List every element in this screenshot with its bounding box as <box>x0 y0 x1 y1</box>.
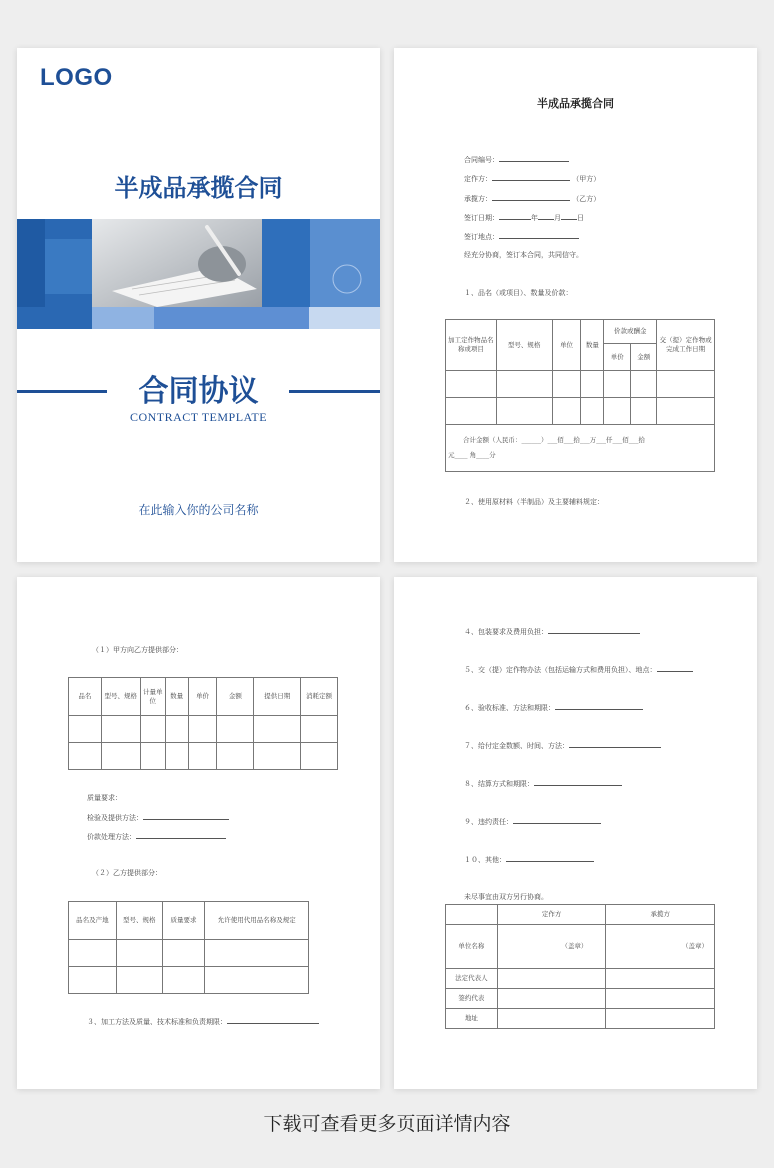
col-item-name: 加工定作物品名称或项目 <box>446 320 497 371</box>
price-method-label: 价款处理方法： <box>87 833 136 841</box>
col-qty: 数量 <box>165 678 188 716</box>
col-delivery-date: 交（提）定作物或完成工作日期 <box>657 320 715 371</box>
item-9-line <box>464 816 601 827</box>
party-b-supply-table <box>68 901 309 994</box>
contract-number-line <box>464 154 569 165</box>
item-8-line <box>464 778 622 789</box>
goods-price-table <box>445 319 715 472</box>
table-row <box>446 398 715 425</box>
total-line-2: 元____ 角____分 <box>448 451 496 459</box>
row-unit-name: 单位名称 <box>446 925 498 969</box>
col-price-group: 价款或酬金 <box>604 320 657 344</box>
table-row <box>69 743 338 770</box>
item-6-line <box>464 702 643 713</box>
col-party-b: 承揽方 <box>606 905 715 925</box>
col-name: 品名 <box>69 678 102 716</box>
cover-page <box>17 48 380 562</box>
table-row <box>69 716 338 743</box>
col-unit-price: 单价 <box>188 678 217 716</box>
col-amount: 金额 <box>631 344 657 371</box>
inspection-line <box>87 812 229 823</box>
col-supply-date: 提供日期 <box>254 678 301 716</box>
contract-title: 合同协议 <box>138 374 259 409</box>
contract-page-2 <box>17 577 380 1089</box>
contract-page-1 <box>394 48 757 562</box>
month-label: 月 <box>554 214 561 222</box>
document-title: 半成品承揽合同 <box>537 97 614 110</box>
party-a-supply-table <box>68 677 338 770</box>
cover-image-band <box>17 219 380 329</box>
col-name-origin: 品名及产地 <box>69 902 117 940</box>
party-a-tag: （甲方） <box>572 175 601 183</box>
col-amount: 金额 <box>217 678 254 716</box>
item-7-line <box>464 740 661 751</box>
col-model: 型号、规格 <box>116 902 162 940</box>
table-row <box>69 967 309 994</box>
seal-party-a: （盖章） <box>497 925 606 969</box>
party-a-label: 定作方： <box>464 175 492 183</box>
section-party-a-supply: （１）甲方向乙方提供部分： <box>92 646 183 654</box>
col-model: 型号、规格 <box>101 678 140 716</box>
year-label: 年 <box>531 214 538 222</box>
col-party-a: 定作方 <box>497 905 606 925</box>
row-legal-rep: 法定代表人 <box>446 969 498 989</box>
contract-number-label: 合同编号： <box>464 156 499 164</box>
contract-subtitle: CONTRACT TEMPLATE <box>129 410 268 424</box>
table-row <box>446 371 715 398</box>
item-1-heading: １、品名（或项目）、数量及价款： <box>464 289 573 297</box>
item-3-line <box>87 1016 319 1027</box>
total-amount-cell <box>446 425 715 472</box>
download-hint: 下载可查看更多页面详情内容 <box>263 1113 511 1135</box>
item-10-heading: １０、其他： <box>464 856 506 864</box>
party-b-label: 承揽方： <box>464 195 492 203</box>
signature-table <box>445 904 715 1029</box>
item-9-heading: ９、违约责任： <box>464 818 513 826</box>
col-model: 型号、规格 <box>496 320 552 371</box>
price-method-line <box>87 831 226 842</box>
col-qty: 数量 <box>581 320 604 371</box>
total-line-1: 合计金额（人民币：______）___佰___拾___万___仟___佰___拾 <box>463 436 645 445</box>
item-4-heading: ４、包装要求及费用负担： <box>464 628 548 636</box>
col-substitutes: 允许使用代用品名称及规定 <box>205 902 309 940</box>
item-6-heading: ６、验收标准、方法和期限： <box>464 704 555 712</box>
sign-date-label: 签订日期： <box>464 214 499 222</box>
preamble: 经充分协商，签订本合同，共同信守。 <box>464 251 583 259</box>
contract-page-3 <box>394 577 757 1089</box>
cover-title: 半成品承揽合同 <box>114 174 283 202</box>
col-measure-unit: 计量单位 <box>140 678 165 716</box>
closing-note: 未尽事宜由双方另行协商。 <box>464 893 548 901</box>
sign-place-label: 签订地点： <box>464 233 499 241</box>
party-b-tag: （乙方） <box>572 195 601 203</box>
inspection-label: 检验及提供方法： <box>87 814 143 822</box>
row-address: 地址 <box>446 1009 498 1029</box>
col-quality: 质量要求 <box>162 902 205 940</box>
logo: LOGO <box>40 64 113 91</box>
party-b-line <box>464 193 600 204</box>
item-5-heading: ５、交（提）定作物办法（包括运输方式和费用负担）、地点： <box>464 666 657 674</box>
item-3-heading: ３、加工方法及质量、技术标准和负责期限： <box>87 1018 227 1026</box>
sign-date-line <box>464 212 584 223</box>
item-7-heading: ７、给付定金数额、时间、方法： <box>464 742 569 750</box>
item-10-line <box>464 854 594 865</box>
row-signing-agent: 签约代表 <box>446 989 498 1009</box>
day-label: 日 <box>577 214 584 222</box>
company-name: 在此输入你的公司名称 <box>138 503 259 517</box>
item-5-line <box>464 664 693 675</box>
table-row <box>69 940 309 967</box>
party-a-line <box>464 173 600 184</box>
item-2-heading: ２、使用原材料（半制品）及主要辅料规定： <box>464 498 604 506</box>
col-consumption-quota: 消耗定额 <box>301 678 338 716</box>
item-4-line <box>464 626 640 637</box>
quality-requirements: 质量要求： <box>87 794 122 802</box>
item-8-heading: ８、结算方式和期限： <box>464 780 534 788</box>
section-party-b-supply: （２）乙方提供部分： <box>92 869 162 877</box>
col-unit: 单位 <box>552 320 581 371</box>
sign-place-line <box>464 231 579 242</box>
seal-party-b: （盖章） <box>606 925 715 969</box>
col-unit-price: 单价 <box>604 344 631 371</box>
